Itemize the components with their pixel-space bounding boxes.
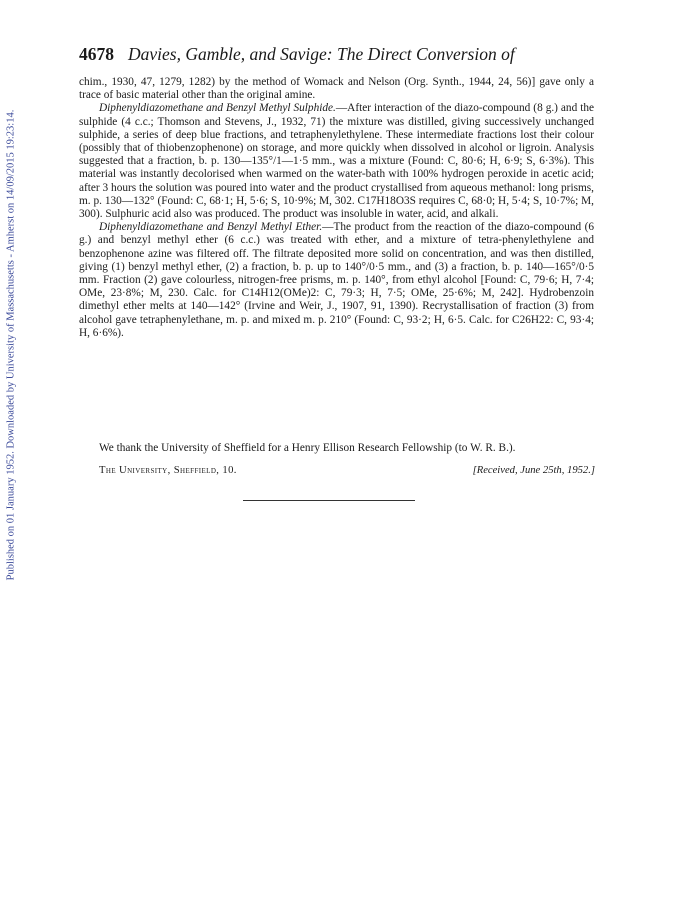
section-heading: Diphenyldiazomethane and Benzyl Methyl Ether.: [99, 221, 323, 234]
section-heading: Diphenyldiazomethane and Benzyl Methyl Sulphide.: [99, 102, 336, 115]
author-footer: [99, 465, 595, 481]
article-body: [79, 76, 594, 340]
download-watermark: [2, 95, 20, 595]
received-date: [Received, June 25th, 1952.]: [472, 465, 595, 476]
institution-address: The University, Sheffield, 10.: [99, 465, 237, 476]
paragraph-benzyl-methyl-ether: [79, 221, 594, 340]
paragraph-benzyl-methyl-sulphide: [79, 102, 594, 221]
paragraph-text: —The product from the reaction of the diazo-compound (6 g.) and benzyl methyl ether (6 c.c.) was treated with ether, and a mixture of tetra-phenylethylene and benzophenone azine was filtered off. The filtrate deposited more solid on concentration, and was then distilled, giving (1) benzyl methyl ether, (2) a fraction, b. p. up to 140°/0·5 mm., and (3) a fraction, b. p. 140—165°/0·5 mm. Fraction (2) gave colourless, nitrogen-free prisms, m. p. 140°, from ethyl alcohol [Found: C, 79·6; H, 7·4; OMe, 23·8%; M, 230. Calc. for C14H12(OMe)2: C, 79·3; H, 7·5; OMe, 25·6%; M, 242]. Hydrobenzoin dimethyl ether melts at 140—142° (Irvine and Weir, J., 1907, 91, 1390). Recrystallisation of fraction (3) from alcohol gave tetraphenylethane, m. p. and mixed m. p. 210° (Found: C, 93·2; H, 6·5. Calc. for C26H22: C, 93·4; H, 6·6%).: [79, 221, 594, 339]
end-rule: [243, 500, 415, 501]
paragraph-text: —After interaction of the diazo-compound (8 g.) and the sulphide (4 c.c.; Thomson and Stevens, J., 1932, 71) the mixture was distilled, giving successively unchanged sulphide, a series of deep blue fractions, and tetraphenylethylene. These intermediate fractions lost their colour (possibly that of thiobenzophenone) on storage, and more quickly when dissolved in alcohol or ligroin. Analysis suggested that a fraction, b. p. 130—135°/1—1·5 mm., was a mixture (Found: C, 80·6; H, 6·9; S, 6·3%). This material was instantly decolorised when warmed on the water-bath with 100% hydrogen peroxide in acetic acid; after 3 hours the solution was poured into water and the product crystallised from aqueous methanol: long prisms, m. p. 130—132° (Found: C, 68·1; H, 5·6; S, 10·9%; M, 302. C17H18O3S requires C, 68·0; H, 5·4; S, 10·7%; M, 300). Sulphuric acid also was produced. The product was insoluble in water, acid, and alkali.: [79, 102, 594, 221]
acknowledgement: We thank the University of Sheffield for a Henry Ellison Research Fellowship (to W. R. B.).: [99, 442, 516, 454]
running-title: Davies, Gamble, and Savige: The Direct Conversion of: [128, 44, 515, 64]
running-head: [79, 44, 599, 65]
paragraph-continued: chim., 1930, 47, 1279, 1282) by the method of Womack and Nelson (Org. Synth., 1944, 24, 56)] gave only a trace of basic material other than the original amine.: [79, 76, 594, 102]
watermark-text: Published on 01 January 1952. Downloaded by University of Massachusetts - Amherst on 14/09/2015 19:23:14.: [5, 109, 17, 581]
page-number: 4678: [79, 44, 114, 64]
